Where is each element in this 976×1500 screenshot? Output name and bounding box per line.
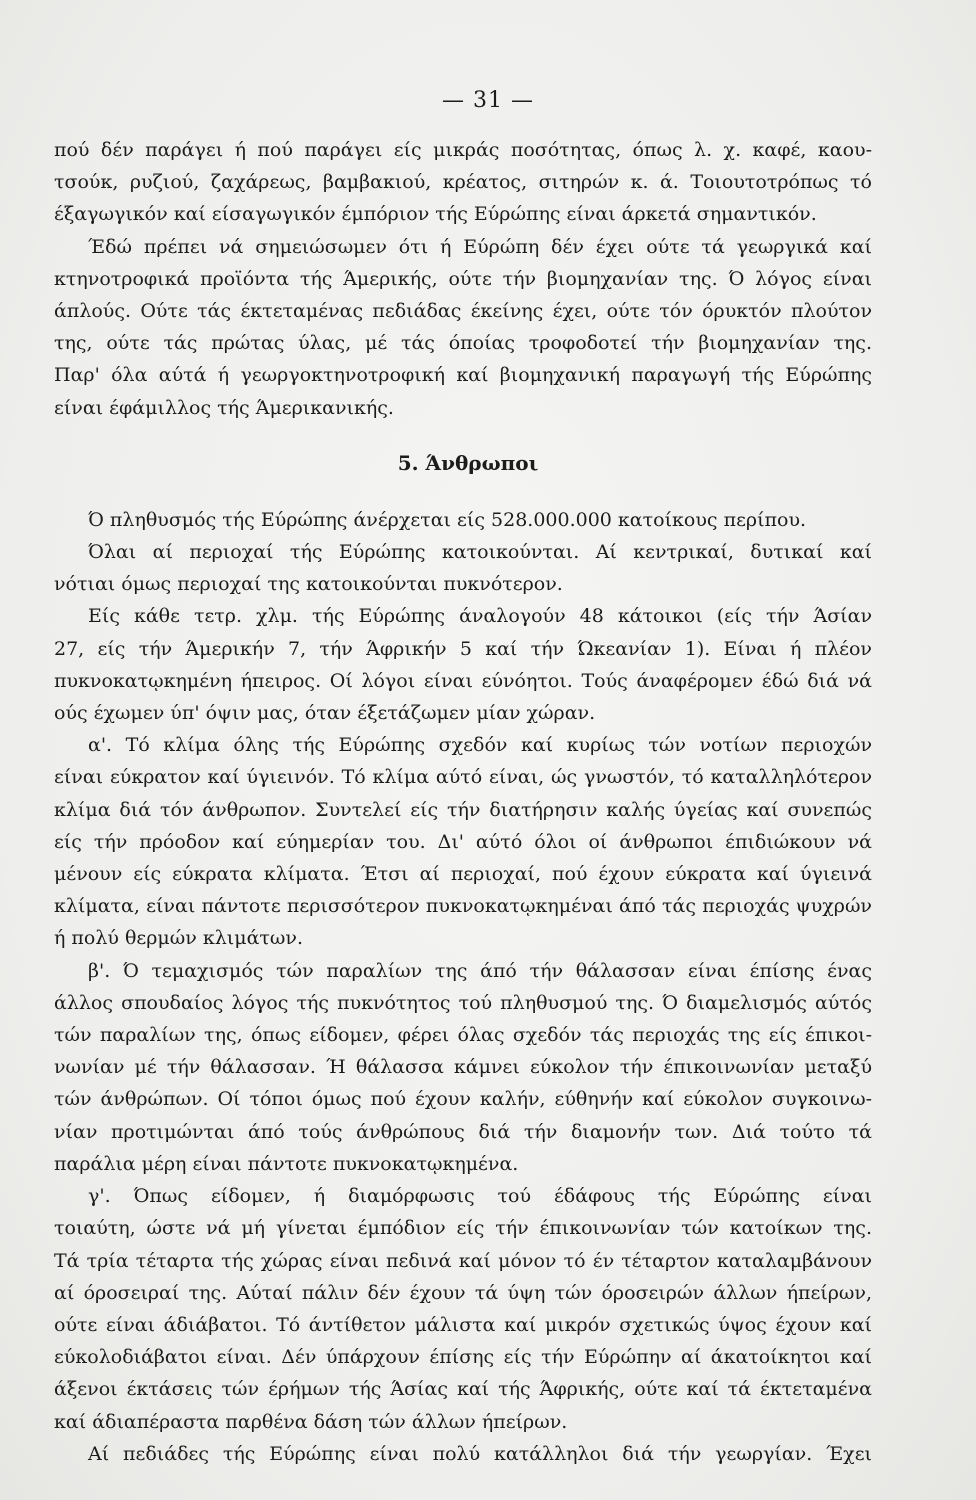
text-line: τών άνθρώπων. Οί τόποι όμως πού έχουν καλήν, εύθηνήν καί εύκολον συγκοινω- (54, 1088, 872, 1111)
text-line: ή πολύ θερμών κλιμάτων. (54, 927, 304, 950)
text-line: Ό πληθυσμός τής Εύρώπης άνέρχεται είς 528.000.000 κατοίκους περίπου. (88, 508, 807, 531)
spacer (54, 480, 872, 504)
text-line: Παρ' όλα αύτά ή γεωργοκτηνοτροφική καί βιομηχανική παραγωγή τής Εύρώπης (54, 364, 872, 387)
text-line: Τά τρία τέταρτα τής χώρας είναι πεδινά καί μόνον τό έν τέταρτον καταλαμβάνουν (54, 1249, 872, 1272)
text-line: ούς έχωμεν ύπ' όψιν μας, όταν έξετάζωμεν μίαν χώραν. (54, 702, 596, 725)
text-line: νίαν προτιμώνται άπό τούς άνθρώπους διά τήν διαμονήν των. Διά τούτο τά (54, 1120, 872, 1143)
text-line: είναι εύκρατον καί ύγιεινόν. Τό κλίμα αύτό είναι, ώς γνωστόν, τό καταλληλότερον (54, 766, 872, 789)
text-line: τσούκ, ρυζιού, ζαχάρεως, βαμβακιού, κρέατος, σιτηρών κ. ά. Τοιουτοτρόπως τό (54, 171, 872, 194)
text-line: Αί πεδιάδες τής Εύρώπης είναι πολύ κατάλληλοι διά τήν γεωργίαν. Έχει (88, 1442, 872, 1465)
text-line: β'. Ό τεμαχισμός τών παραλίων της άπό τήν θάλασσαν είναι έπίσης ένας (88, 959, 872, 982)
text-line: της, ούτε τάς πρώτας ύλας, μέ τάς όποίας τροφοδοτεί τήν βιομηχανίαν της. (54, 332, 872, 355)
text-line: άπλούς. Ούτε τάς έκτεταμένας πεδιάδας έκείνης έχει, ούτε τόν όρυκτόν πλούτον (54, 300, 872, 323)
section-heading: 5. Άνθρωποι (397, 450, 539, 475)
text-line: Έδώ πρέπει νά σημειώσωμεν ότι ή Εύρώπη δέν έχει ούτε τά γεωργικά καί (88, 235, 872, 258)
text-line: κλίματα, είναι πάντοτε περισσότερον πυκνοκατῳκημέναι άπό τάς περιοχάς ψυχρών (54, 895, 872, 918)
text-line: εύκολοδιάβατοι είναι. Δέν ύπάρχουν έπίσης είς τήν Εύρώπην αί άκατοίκητοι καί (54, 1346, 872, 1369)
text-line: αί όροσειραί της. Αύταί πάλιν δέν έχουν τά ύψη τών όροσειρών άλλων ήπείρων, (54, 1281, 872, 1304)
page-body (54, 134, 872, 1470)
text-line: νότιαι όμως περιοχαί της κατοικούνται πυκνότερον. (54, 573, 563, 596)
text-line: είς τήν πρόοδον καί εύημερίαν του. Δι' αύτό όλοι οί άνθρωποι έπιδιώκουν νά (54, 830, 872, 853)
text-line: νωνίαν μέ τήν θάλασσαν. Ή θάλασσα κάμνει εύκολον τήν έπικοινωνίαν μεταξύ (54, 1056, 872, 1079)
text-line: μένουν είς εύκρατα κλίματα. Έτσι αί περιοχαί, πού έχουν εύκρατα καί ύγιεινά (54, 863, 872, 886)
text-line: πού δέν παράγει ή πού παράγει είς μικράς ποσότητας, όπως λ. χ. καφέ, καου- (54, 139, 872, 161)
text-line: γ'. Όπως είδομεν, ή διαμόρφωσις τού έδάφους τής Εύρώπης είναι (88, 1185, 872, 1208)
text-line: α'. Τό κλίμα όλης τής Εύρώπης σχεδόν καί κυρίως τών νοτίων περιοχών (88, 734, 872, 757)
text-line: ούτε είναι άδιάβατοι. Τό άντίθετον μάλιστα καί μικρόν σχετικώς ύψος έχουν καί (54, 1313, 872, 1336)
text-line: πυκνοκατῳκημένη ήπειρος. Οί λόγοι είναι εύνόητοι. Τούς άναφέρομεν έδώ διά νά (54, 669, 872, 692)
text-line: Όλαι αί περιοχαί τής Εύρώπης κατοικούνται. Αί κεντρικαί, δυτικαί καί (88, 541, 872, 564)
text-line: είναι έφάμιλλος τής Άμερικανικής. (54, 396, 394, 419)
text-line: τών παραλίων της, όπως είδομεν, φέρει όλας σχεδόν τάς περιοχάς της είς έπικοι- (54, 1024, 872, 1047)
text-line: καί άδιαπέραστα παρθένα δάση τών άλλων ήπείρων. (54, 1410, 568, 1433)
text-line: παράλια μέρη είναι πάντοτε πυκνοκατῳκημένα. (54, 1152, 519, 1175)
page-number: — 31 — (442, 88, 534, 113)
spacer (54, 424, 872, 446)
text-line: έξαγωγικόν καί είσαγωγικόν έμπόριον τής Εύρώπης είναι άρκετά σημαντικόν. (54, 203, 817, 226)
text-line: άξενοι έκτάσεις τών έρήμων τής Άσίας καί τής Άφρικής, ούτε καί τά έκτεταμένα (54, 1378, 872, 1401)
text-line: κτηνοτροφικά προϊόντα τής Άμερικής, ούτε τήν βιομηχανίαν της. Ό λόγος είναι (54, 267, 872, 290)
text-line: κλίμα διά τόν άνθρωπον. Συντελεί είς τήν διατήρησιν καλής ύγείας καί συνεπώς (54, 798, 872, 821)
text-line: τοιαύτη, ώστε νά μή γίνεται έμπόδιον είς τήν έπικοινωνίαν τών κατοίκων της. (54, 1217, 872, 1240)
text-line: άλλος σπουδαίος λόγος τής πυκνότητος τού πληθυσμού της. Ό διαμελισμός αύτός (54, 991, 872, 1014)
text-line: 27, είς τήν Άμερικήν 7, τήν Άφρικήν 5 καί τήν Ώκεανίαν 1). Είναι ή πλέον (54, 637, 872, 660)
text-line: Είς κάθε τετρ. χλμ. τής Εύρώπης άναλογούν 48 κάτοικοι (είς τήν Άσίαν (88, 605, 872, 628)
